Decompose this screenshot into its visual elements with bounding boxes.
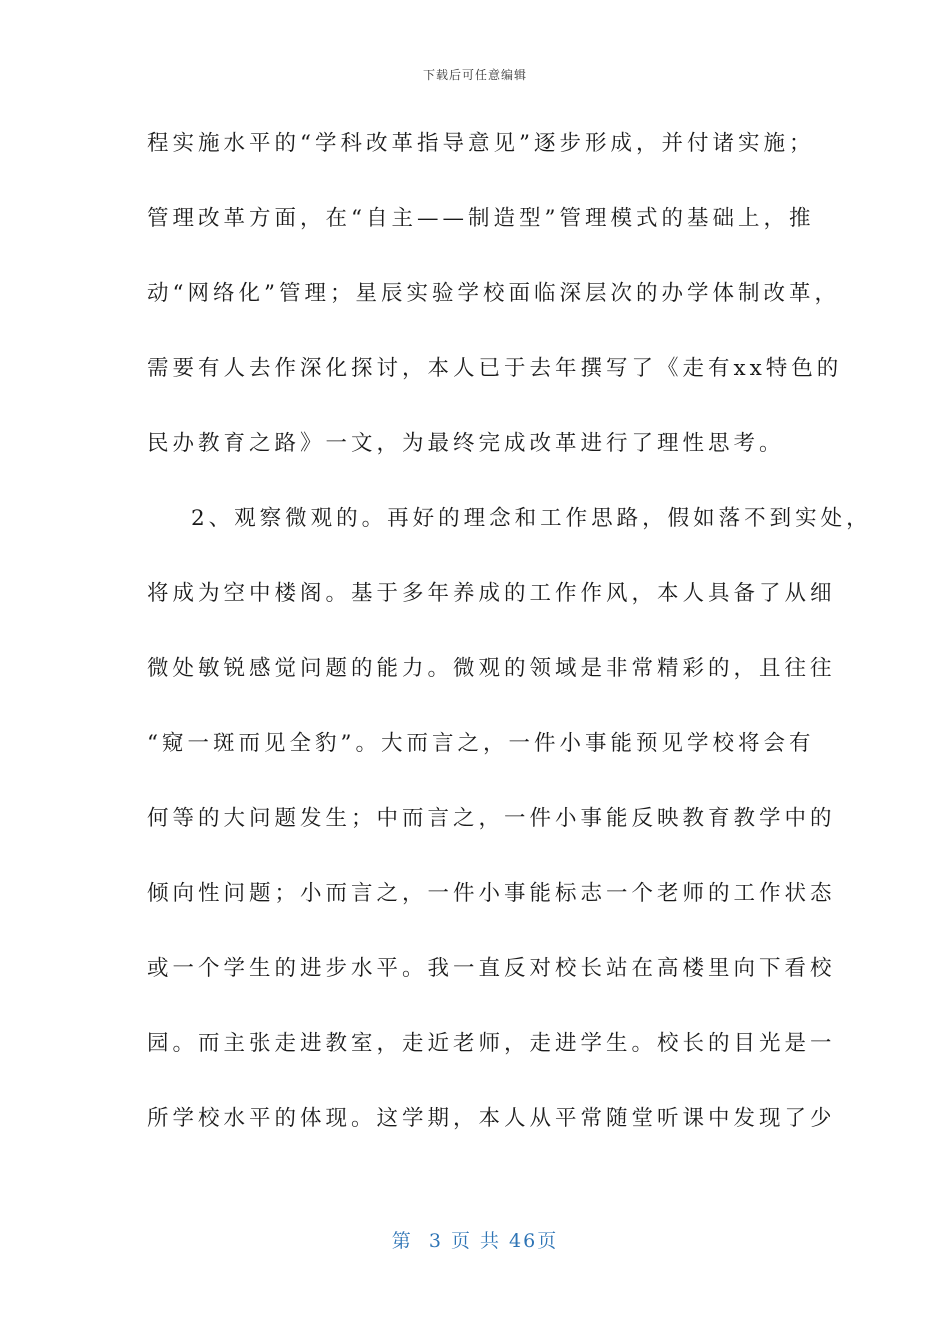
text-line: 何等的大问题发生；中而言之，一件小事能反映教育教学中的	[147, 806, 836, 831]
text-line: 需要有人去作深化探讨，本人已于去年撰写了《走有xx特色的	[147, 356, 843, 381]
text-line: 将成为空中楼阁。基于多年养成的工作作风，本人具备了从细	[147, 581, 836, 606]
text-line: 管理改革方面，在“自主——制造型”管理模式的基础上，推	[147, 206, 815, 231]
text-line: 程实施水平的“学科改革指导意见”逐步形成，并付诸实施；	[147, 131, 815, 156]
paragraph-first-line: 2、观察微观的。再好的理念和工作思路，假如落不到实处，	[191, 506, 872, 531]
page-number-footer: 第 3 页 共 46页	[391, 1230, 559, 1252]
text-line: 动“网络化”管理；星辰实验学校面临深层次的办学体制改革，	[147, 281, 840, 306]
text-line: 所学校水平的体现。这学期，本人从平常随堂听课中发现了少	[147, 1106, 836, 1131]
text-line: 民办教育之路》一文，为最终完成改革进行了理性思考。	[147, 431, 785, 456]
page-header: 下载后可任意编辑	[422, 68, 527, 82]
text-line: 或一个学生的进步水平。我一直反对校长站在高楼里向下看校	[147, 956, 836, 981]
text-line: 倾向性问题；小而言之，一件小事能标志一个老师的工作状态	[147, 881, 836, 906]
text-line: 园。而主张走进教室，走近老师，走进学生。校长的目光是一	[147, 1031, 836, 1056]
text-line: “窥一斑而见全豹”。大而言之，一件小事能预见学校将会有	[147, 731, 815, 756]
text-line: 微处敏锐感觉问题的能力。微观的领域是非常精彩的，且往往	[147, 656, 836, 681]
